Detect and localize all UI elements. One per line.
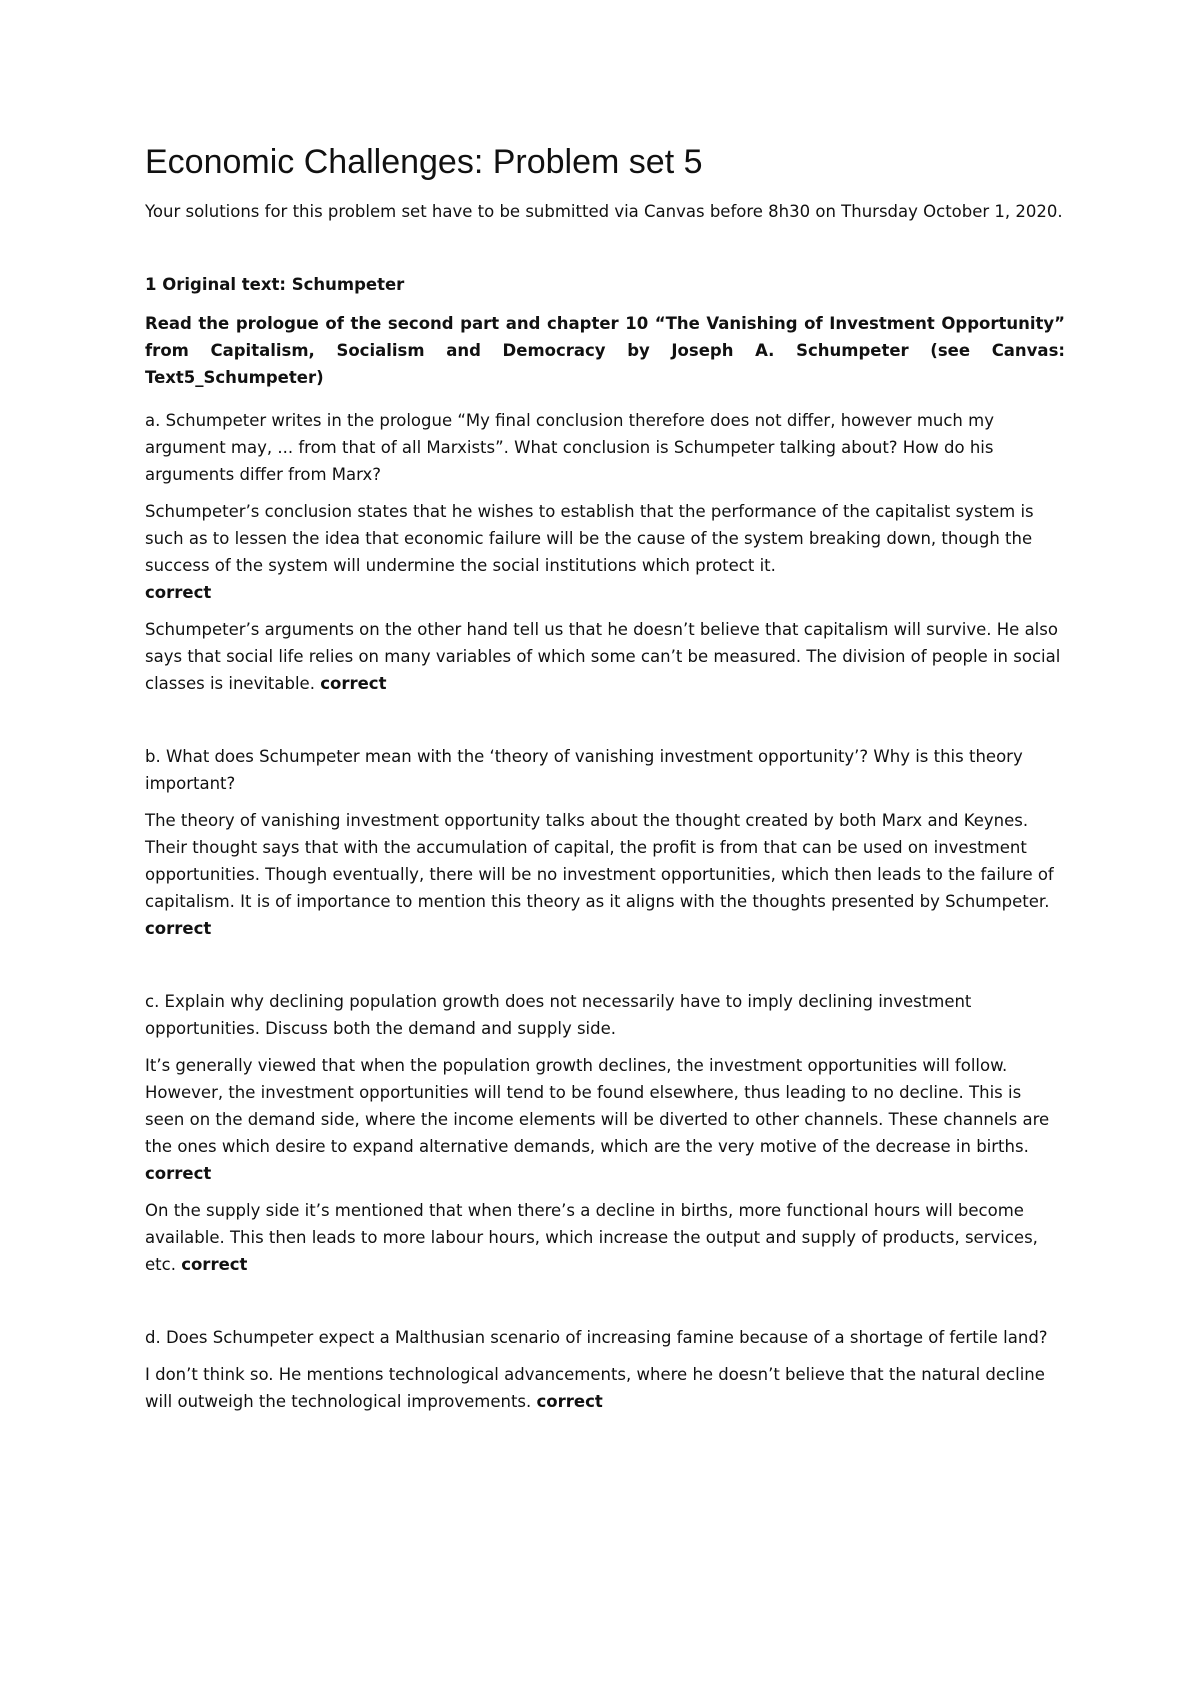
- question-text: a. Schumpeter writes in the prologue “My final conclusion therefore does not differ, however much my argument may, ... from that of all Marxists”. What conclusion is Schumpeter talking about? How do his arguments differ from Marx?: [145, 411, 994, 484]
- question-block-a: [145, 407, 1065, 697]
- question-text: c. Explain why declining population growth does not necessarily have to imply declining investment opportunities. Discuss both the demand and supply side.: [145, 992, 972, 1038]
- intro-paragraph: Your solutions for this problem set have to be submitted via Canvas before 8h30 on Thursday October 1, 2020.: [145, 202, 1063, 221]
- answer-paragraph: [145, 498, 1065, 606]
- grade-mark: correct: [145, 1164, 212, 1183]
- grade-mark: correct: [536, 1392, 603, 1411]
- question-block-d: [145, 1324, 1065, 1415]
- question-block-b: [145, 743, 1065, 942]
- grade-mark: correct: [145, 919, 212, 938]
- grade-mark: correct: [320, 674, 387, 693]
- answer-paragraph: [145, 1361, 1065, 1415]
- answer-text: Schumpeter’s arguments on the other hand tell us that he doesn’t believe that capitalism will survive. He also says that social life relies on many variables of which some can’t be measured. The division of people in social classes is inevitable.: [145, 620, 1061, 693]
- answer-text: On the supply side it’s mentioned that when there’s a decline in births, more functional hours will become available. This then leads to more labour hours, which increase the output and supply of products, services, etc.: [145, 1201, 1038, 1274]
- reading-instruction: Read the prologue of the second part and chapter 10 “The Vanishing of Investment Opportunity” from Capitalism, Socialism and Democracy by Joseph A. Schumpeter (see Canvas: Text5_Schumpeter): [145, 314, 1065, 387]
- question-block-c: [145, 988, 1065, 1278]
- question-text: b. What does Schumpeter mean with the ‘theory of vanishing investment opportunity’? Why is this theory important?: [145, 747, 1023, 793]
- section-heading: 1 Original text: Schumpeter: [145, 275, 405, 294]
- answer-paragraph: [145, 1197, 1065, 1278]
- grade-mark: correct: [181, 1255, 248, 1274]
- answer-paragraph: [145, 616, 1065, 697]
- answer-text: Schumpeter’s conclusion states that he wishes to establish that the performance of the capitalist system is such as to lessen the idea that economic failure will be the cause of the system breaking down, though the success of the system will undermine the social institutions which protect it.: [145, 502, 1034, 575]
- answer-paragraph: [145, 1052, 1065, 1187]
- document-title: Economic Challenges: Problem set 5: [145, 143, 703, 181]
- answer-text: The theory of vanishing investment opportunity talks about the thought created by both Marx and Keynes. Their thought says that with the accumulation of capital, the profit is from that can be used on investment opportunities. Though eventually, there will be no investment opportunities, which then leads to the failure of capitalism. It is of importance to mention this theory as it aligns with the thoughts presented by Schumpeter.: [145, 811, 1054, 911]
- question-text: d. Does Schumpeter expect a Malthusian scenario of increasing famine because of a shortage of fertile land?: [145, 1328, 1048, 1347]
- spacer: [145, 707, 1065, 743]
- answer-text: It’s generally viewed that when the population growth declines, the investment opportunities will follow. However, the investment opportunities will tend to be found elsewhere, thus leading to no decline. This is seen on the demand side, where the income elements will be diverted to other channels. These channels are the ones which desire to expand alternative demands, which are the very motive of the decrease in births.: [145, 1056, 1050, 1156]
- grade-mark: correct: [145, 583, 212, 602]
- answer-paragraph: [145, 807, 1065, 942]
- spacer: [145, 1288, 1065, 1324]
- spacer: [145, 952, 1065, 988]
- answer-text: I don’t think so. He mentions technological advancements, where he doesn’t believe that the natural decline will outweigh the technological improvements.: [145, 1365, 1045, 1411]
- document-page: [145, 140, 1065, 1425]
